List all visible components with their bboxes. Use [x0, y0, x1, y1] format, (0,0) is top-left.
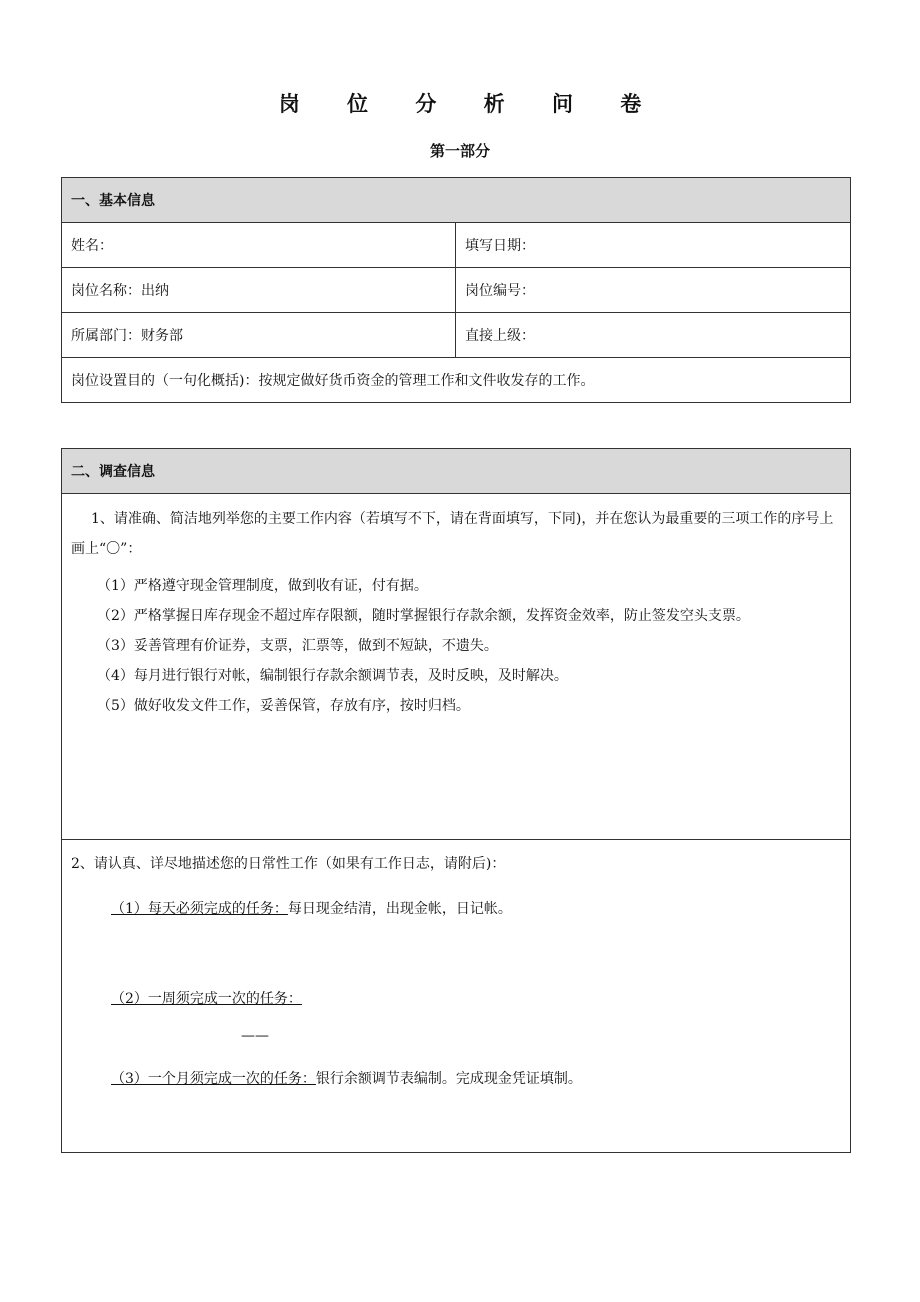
daily-task-row: [71, 900, 841, 918]
work-item: （4）每月进行银行对帐，编制银行存款余额调节表，及时反映，及时解决。: [97, 668, 568, 684]
main-work-cell[interactable]: [62, 494, 851, 840]
monthly-task-label: （3）一个月须完成一次的任务：: [111, 1071, 316, 1087]
daily-task-label: （1）每天必须完成的任务：: [111, 901, 288, 917]
question-2-prompt: 2、请认真、详尽地描述您的日常性工作（如果有工作日志，请附后)：: [71, 856, 506, 872]
weekly-task-dashes: ——: [241, 1028, 269, 1044]
basic-info-header: 一、基本信息: [62, 178, 851, 223]
work-item: （1）严格遵守现金管理制度，做到收有证，付有据。: [97, 578, 428, 594]
survey-info-table: [61, 448, 851, 1153]
monthly-task-value: 银行余额调节表编制。完成现金凭证填制。: [315, 1071, 582, 1087]
work-item: （2）严格掌握日库存现金不超过库存限额，随时掌握银行存款余额，发挥资金效率，防止签发空头支票。: [97, 608, 750, 624]
position-purpose-field[interactable]: 岗位设置目的（一句化概括)：按规定做好货币资金的管理工作和文件收发存的工作。: [62, 358, 851, 403]
fill-date-field[interactable]: 填写日期：: [456, 223, 851, 268]
work-item: （5）做好收发文件工作，妥善保管，存放有序，按时归档。: [97, 698, 470, 714]
work-item: （3）妥善管理有价证券，支票，汇票等，做到不短缺，不遗失。: [97, 638, 498, 654]
question-1-prompt: 1、请准确、简洁地列举您的主要工作内容（若填写不下，请在背面填写，下同)，并在您认为最重要的三项工作的序号上画上“〇”：: [71, 511, 834, 557]
page-title: 岗 位 分 析 问 卷: [278, 91, 662, 116]
weekly-task-row: [71, 990, 841, 1008]
direct-supervisor-field[interactable]: 直接上级：: [456, 313, 851, 358]
survey-info-header: 二、调查信息: [62, 449, 851, 494]
name-field[interactable]: 姓名：: [62, 223, 456, 268]
daily-task-value: 每日现金结清，出现金帐，日记帐。: [287, 901, 512, 917]
daily-work-cell[interactable]: [62, 840, 851, 1153]
department-field[interactable]: 所属部门：财务部: [62, 313, 456, 358]
weekly-task-label: （2）一周须完成一次的任务：: [111, 991, 302, 1007]
monthly-task-row: [71, 1070, 841, 1088]
part-title: 第一部分: [429, 142, 490, 160]
basic-info-table: [61, 177, 851, 403]
position-name-field[interactable]: 岗位名称：出纳: [62, 268, 456, 313]
position-number-field[interactable]: 岗位编号：: [456, 268, 851, 313]
